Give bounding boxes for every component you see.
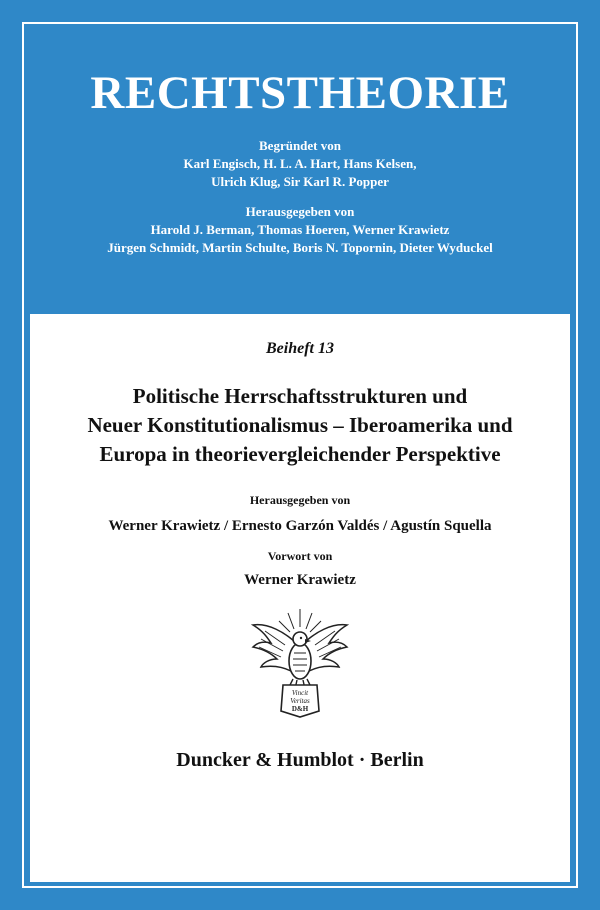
book-editors: Werner Krawietz / Ernesto Garzón Valdés / Agustín Squella — [108, 518, 492, 534]
book-editors-label: Herausgegeben von — [249, 493, 351, 507]
book-title — [30, 382, 570, 469]
publisher-name: Duncker & Humblot · Berlin — [176, 749, 424, 771]
logo-banner-line-3: D&H — [291, 705, 309, 713]
series-header — [30, 30, 570, 311]
book-title-line-2: Neuer Konstitutionalismus – Iberoamerika und — [87, 413, 513, 437]
logo-banner-line-2: Veritas — [290, 697, 310, 705]
publisher-logo — [245, 601, 355, 721]
eagle-emblem-icon — [245, 601, 355, 721]
book-title-line-3: Europa in theorievergleichender Perspektive — [99, 442, 501, 466]
series-title: RECHTSTHEORIE — [90, 67, 510, 119]
founders-line-1: Karl Engisch, H. L. A. Hart, Hans Kelsen, — [183, 156, 417, 171]
founded-label: Begründet von — [259, 138, 341, 153]
issue-number: Beiheft 13 — [266, 340, 334, 357]
book-title-line-1: Politische Herrschaftsstrukturen und — [132, 384, 468, 408]
foreword-label: Vorwort von — [267, 549, 333, 563]
series-editors-line-1: Harold J. Berman, Thomas Hoeren, Werner Krawietz — [150, 222, 450, 237]
title-panel — [30, 314, 570, 882]
series-editors-label: Herausgegeben von — [245, 204, 355, 219]
foreword-author: Werner Krawietz — [244, 572, 356, 588]
series-editors-line-2: Jürgen Schmidt, Martin Schulte, Boris N. Topornin, Dieter Wyduckel — [107, 240, 493, 255]
logo-banner-line-1: Vincit — [291, 689, 309, 697]
founders-line-2: Ulrich Klug, Sir Karl R. Popper — [211, 174, 389, 189]
